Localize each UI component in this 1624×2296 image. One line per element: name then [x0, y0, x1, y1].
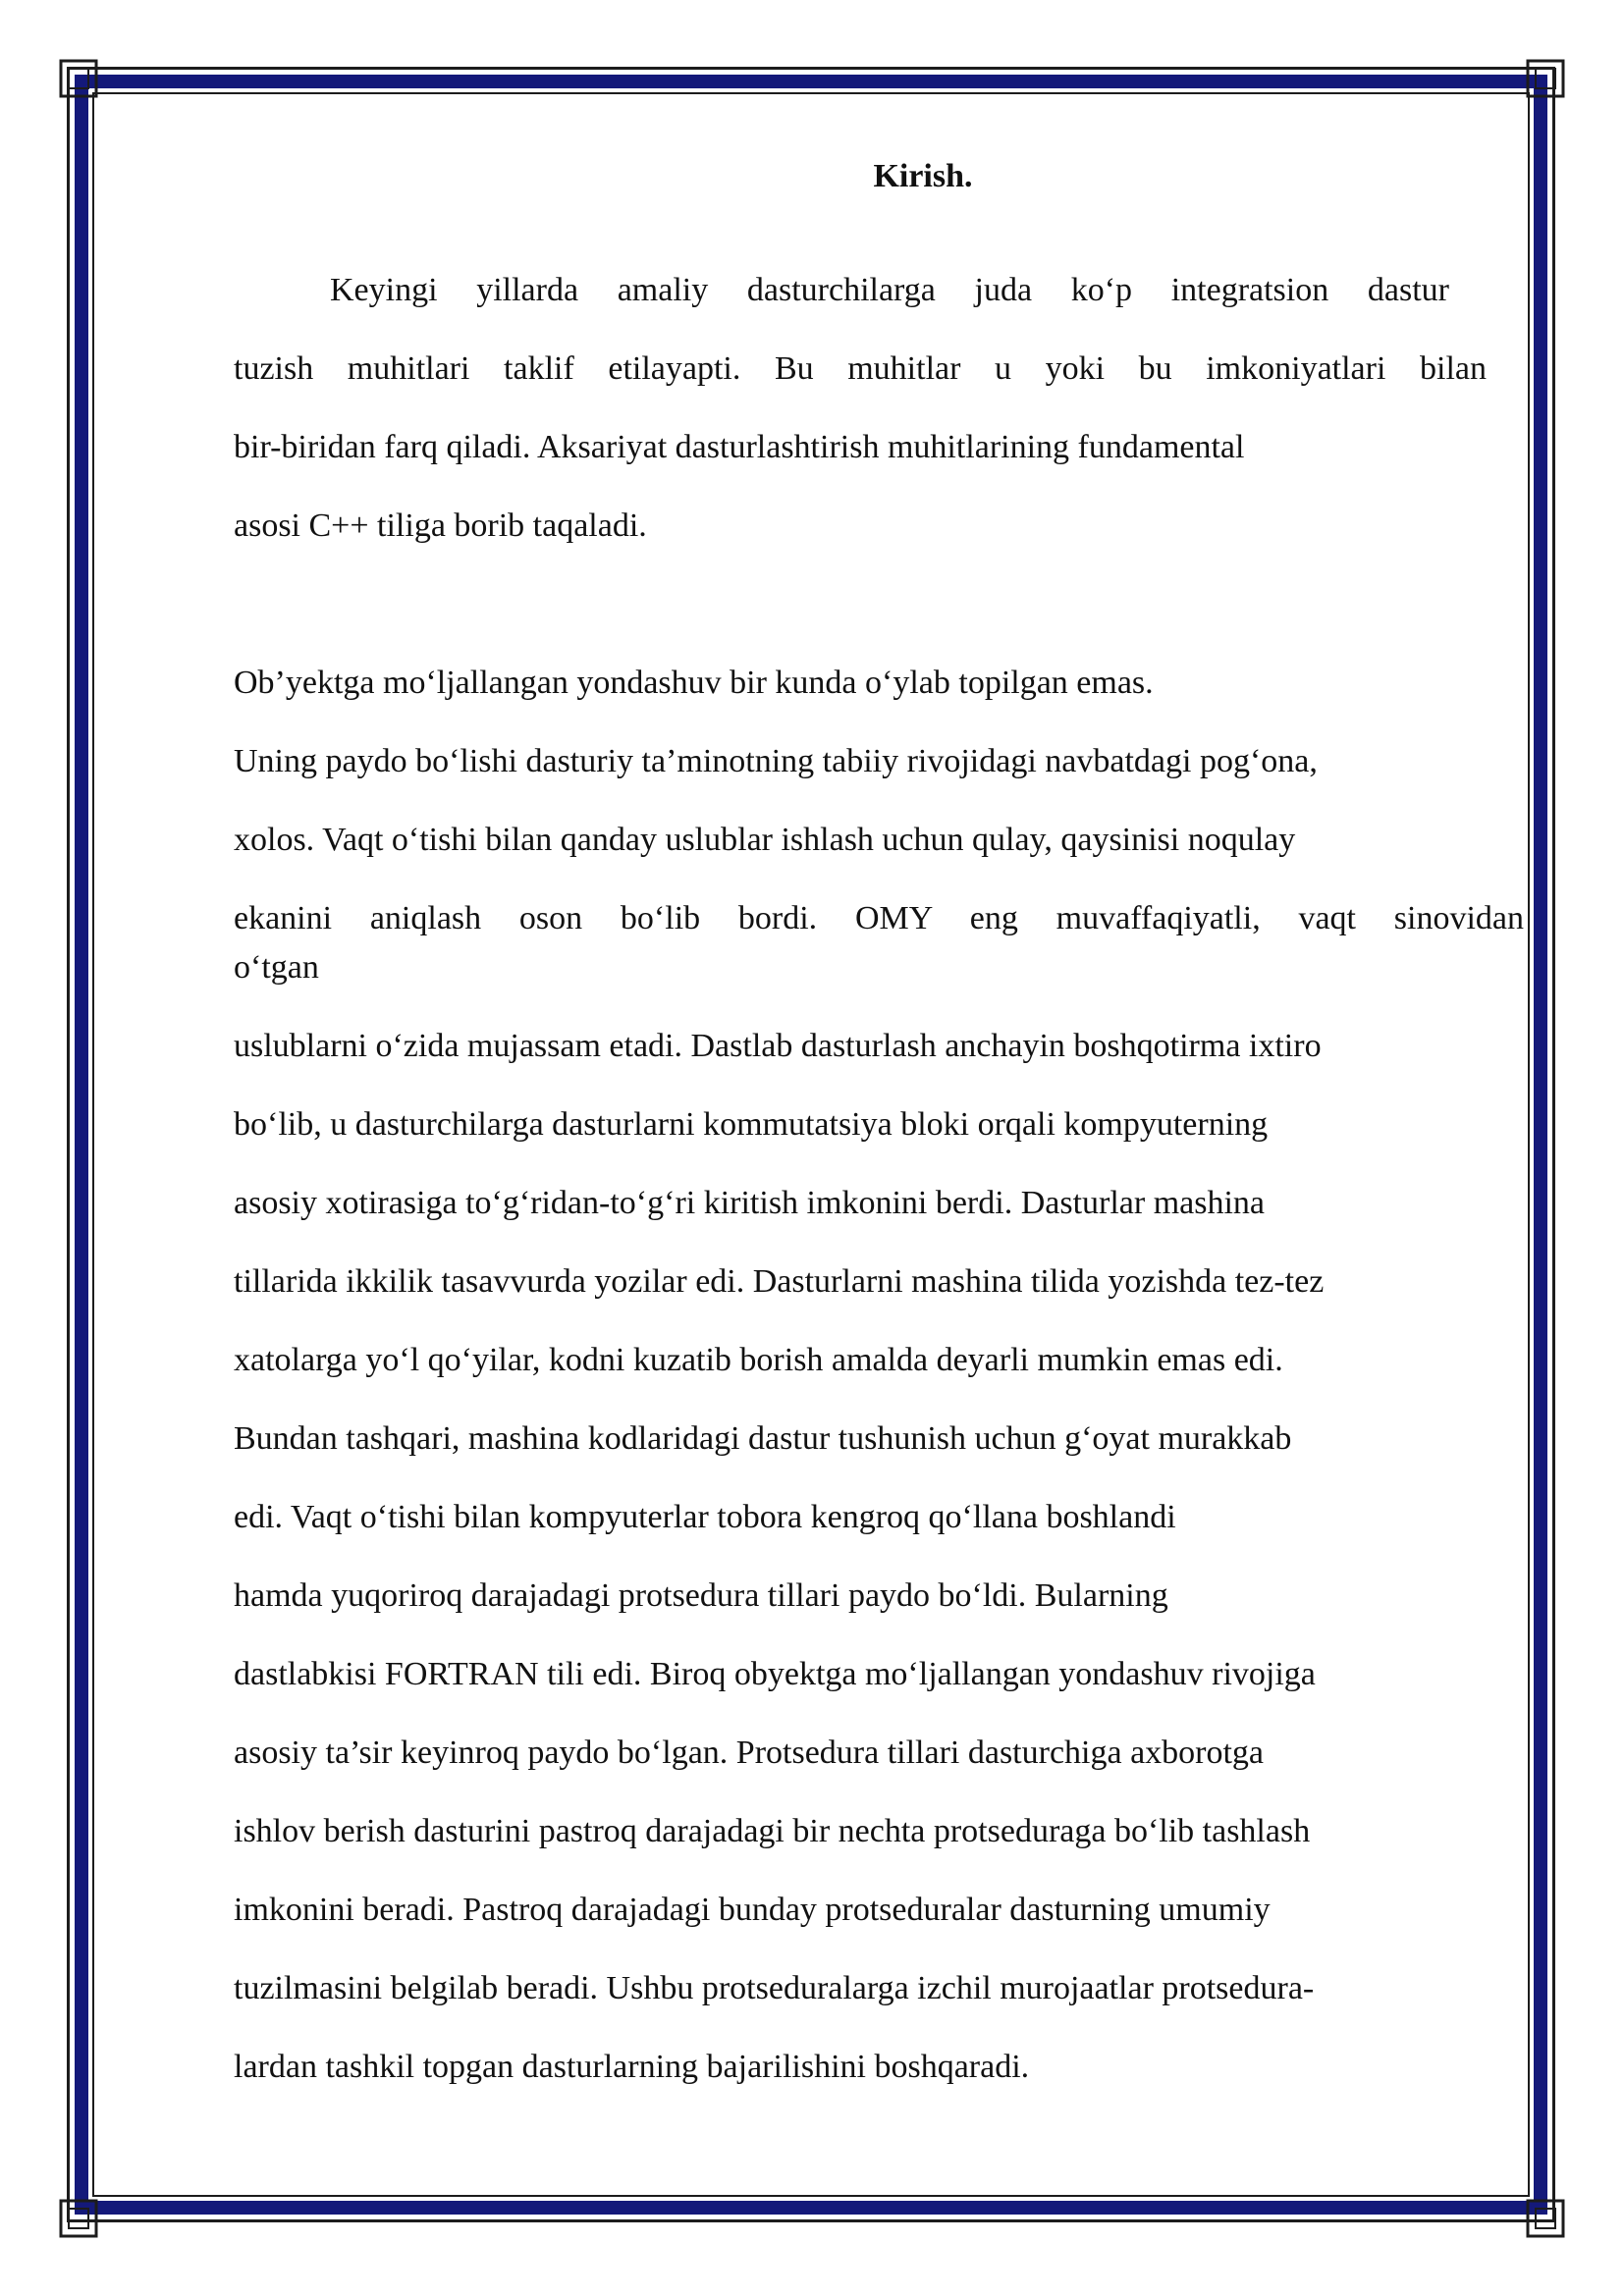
corner-ornament-top-left — [59, 59, 98, 98]
paragraph-2-line: xolos. Vaqt o‘tishi bilan qanday uslublar ishlash uchun qulay, qaysinisi noqulay — [234, 822, 1296, 858]
paragraph-2-line: xatolarga yo‘l qo‘yilar, kodni kuzatib borish amalda deyarli mumkin emas edi. — [234, 1342, 1283, 1378]
paragraph-2-line: o‘tgan — [234, 949, 319, 986]
paragraph-2-line: lardan tashkil topgan dasturlarning bajarilishini boshqaradi. — [234, 2049, 1030, 2085]
paragraph-1-line: tuzish muhitlari taklif etilayapti. Bu muhitlar u yoki bu imkoniyatlari bilan — [234, 350, 1487, 387]
paragraph-1-line: Keyingi yillarda amaliy dasturchilarga juda ko‘p integratsion dastur — [330, 272, 1449, 308]
corner-ornament-top-right — [1526, 59, 1565, 98]
paragraph-1-line: bir-biridan farq qiladi. Aksariyat dasturlashtirish muhitlarining fundamental — [234, 429, 1245, 465]
paragraph-2-line: bo‘lib, u dasturchilarga dasturlarni kommutatsiya bloki orqali kompyuterning — [234, 1106, 1269, 1143]
paragraph-2-line: asosiy xotirasiga to‘g‘ridan-to‘g‘ri kiritish imkonini berdi. Dasturlar mashina — [234, 1185, 1265, 1221]
page-title: Kirish. — [873, 158, 973, 194]
paragraph-2-line: dastlabkisi FORTRAN tili edi. Biroq obyektga mo‘ljallangan yondashuv rivojiga — [234, 1656, 1316, 1692]
paragraph-2-line: Ob’yektga mo‘ljallangan yondashuv bir kunda o‘ylab topilgan emas. — [234, 665, 1154, 701]
paragraph-2-line: imkonini beradi. Pastroq darajadagi bunday protseduralar dasturning umumiy — [234, 1892, 1271, 1928]
paragraph-1-line: asosi C++ tiliga borib taqaladi. — [234, 507, 647, 544]
paragraph-2-line: hamda yuqoriroq darajadagi protsedura tillari paydo bo‘ldi. Bularning — [234, 1577, 1168, 1614]
paragraph-2-line: edi. Vaqt o‘tishi bilan kompyuterlar tobora kengroq qo‘llana boshlandi — [234, 1499, 1176, 1535]
paragraph-2-line: ishlov berish dasturini pastroq darajadagi bir nechta protseduraga bo‘lib tashlash — [234, 1813, 1311, 1849]
page-border-inner — [92, 92, 1530, 2197]
paragraph-2-line: Bundan tashqari, mashina kodlaridagi dastur tushunish uchun g‘oyat murakkab — [234, 1420, 1292, 1457]
paragraph-2-line: asosiy ta’sir keyinroq paydo bo‘lgan. Protsedura tillari dasturchiga axborotga — [234, 1735, 1265, 1771]
paragraph-2-line: uslublarni o‘zida mujassam etadi. Dastlab dasturlash anchayin boshqotirma ixtiro — [234, 1028, 1322, 1064]
paragraph-2-line: ekanini aniqlash oson bo‘lib bordi. OMY eng muvaffaqiyatli, vaqt sinovidan — [234, 900, 1524, 936]
paragraph-2-line: tillarida ikkilik tasavvurda yozilar edi. Dasturlarni mashina tilida yozishda tez-tez — [234, 1263, 1325, 1300]
corner-ornament-bottom-right — [1526, 2199, 1565, 2238]
corner-ornament-bottom-left — [59, 2199, 98, 2238]
paragraph-2-line: Uning paydo bo‘lishi dasturiy ta’minotning tabiiy rivojidagi navbatdagi pog‘ona, — [234, 743, 1318, 779]
paragraph-2-line: tuzilmasini belgilab beradi. Ushbu protseduralarga izchil murojaatlar protsedura- — [234, 1970, 1315, 2006]
